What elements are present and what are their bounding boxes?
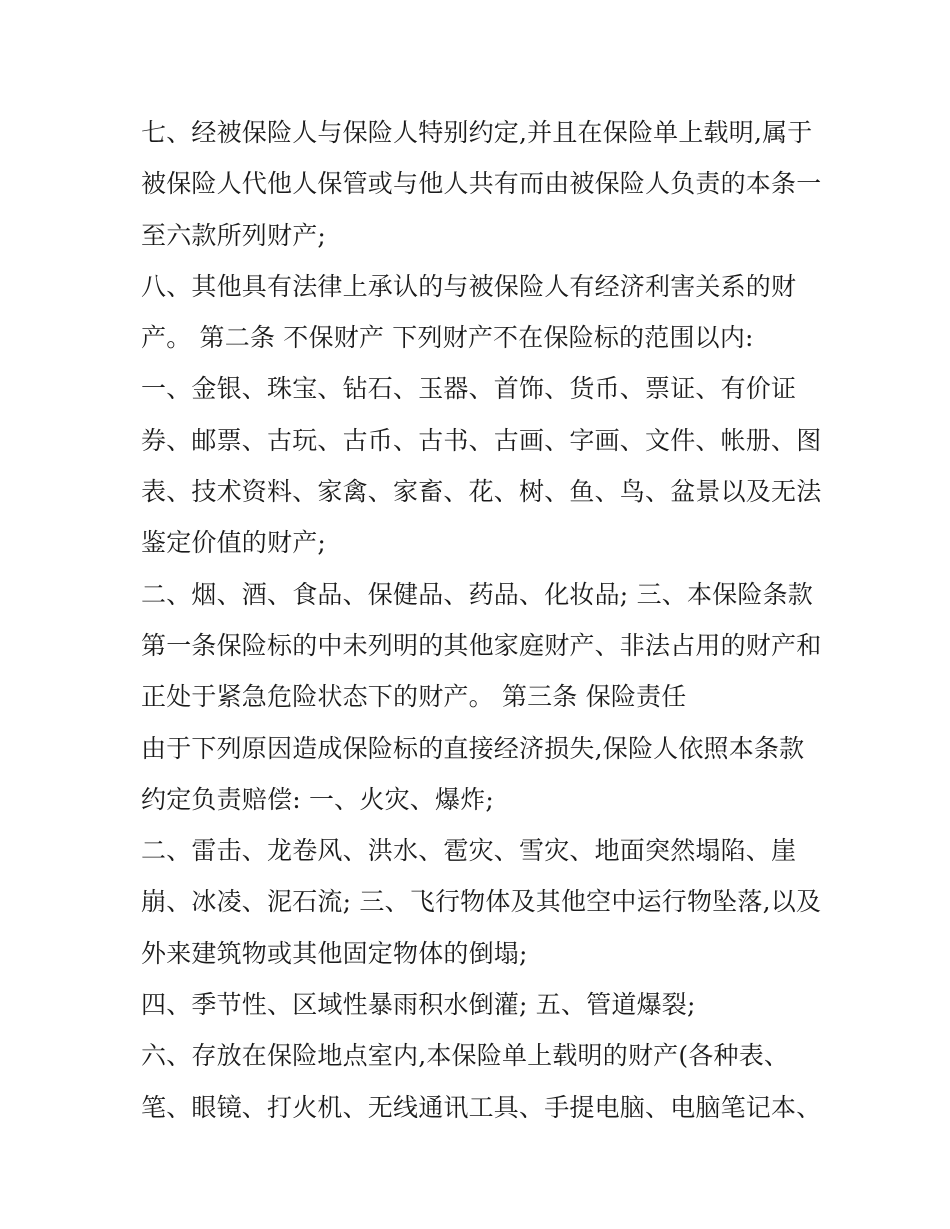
text-line: 七、经被保险人与保险人特别约定,并且在保险单上载明,属于 bbox=[141, 118, 813, 147]
document-body bbox=[141, 107, 831, 1133]
text-line: 表、技术资料、家禽、家畜、花、树、鱼、鸟、盆景以及无法 bbox=[141, 477, 822, 507]
text-line: 二、烟、酒、食品、保健品、药品、化妆品; 三、本保险条款 bbox=[141, 579, 813, 609]
text-line: 四、季节性、区域性暴雨积水倒灌; 五、管道爆裂; bbox=[141, 990, 696, 1020]
text-line: 由于下列原因造成保险标的直接经济损失,保险人依照本条款 bbox=[141, 733, 805, 763]
text-line: 笔、眼镜、打火机、无线通讯工具、手提电脑、电脑笔记本、 bbox=[141, 1092, 822, 1122]
text-line: 产。 第二条 不保财产 下列财产不在保险标的范围以内: bbox=[141, 323, 754, 353]
text-line: 外来建筑物或其他固定物体的倒塌; bbox=[141, 938, 528, 968]
text-line: 二、雷击、龙卷风、洪水、雹灾、雪灾、地面突然塌陷、崖 bbox=[141, 836, 797, 866]
text-line: 约定负责赔偿: 一、火灾、爆炸; bbox=[141, 784, 494, 814]
text-line: 六、存放在保险地点室内,本保险单上载明的财产(各种表、 bbox=[141, 1041, 790, 1071]
text-line: 崩、冰凌、泥石流; 三、飞行物体及其他空中运行物坠落,以及 bbox=[141, 887, 822, 917]
text-line: 被保险人代他人保管或与他人共有而由被保险人负责的本条一 bbox=[141, 169, 822, 199]
text-line: 至六款所列财产; bbox=[141, 220, 327, 250]
text-line: 鉴定价值的财产; bbox=[141, 528, 327, 558]
text-line: 八、其他具有法律上承认的与被保险人有经济利害关系的财 bbox=[141, 271, 797, 301]
text-line: 券、邮票、古玩、古币、古书、古画、字画、文件、帐册、图 bbox=[141, 425, 822, 455]
text-line: 正处于紧急危险状态下的财产。 第三条 保险责任 bbox=[141, 682, 687, 712]
text-line: 一、金银、珠宝、钻石、玉器、首饰、货币、票证、有价证 bbox=[141, 374, 797, 404]
text-line: 第一条保险标的中未列明的其他家庭财产、非法占用的财产和 bbox=[141, 630, 822, 660]
